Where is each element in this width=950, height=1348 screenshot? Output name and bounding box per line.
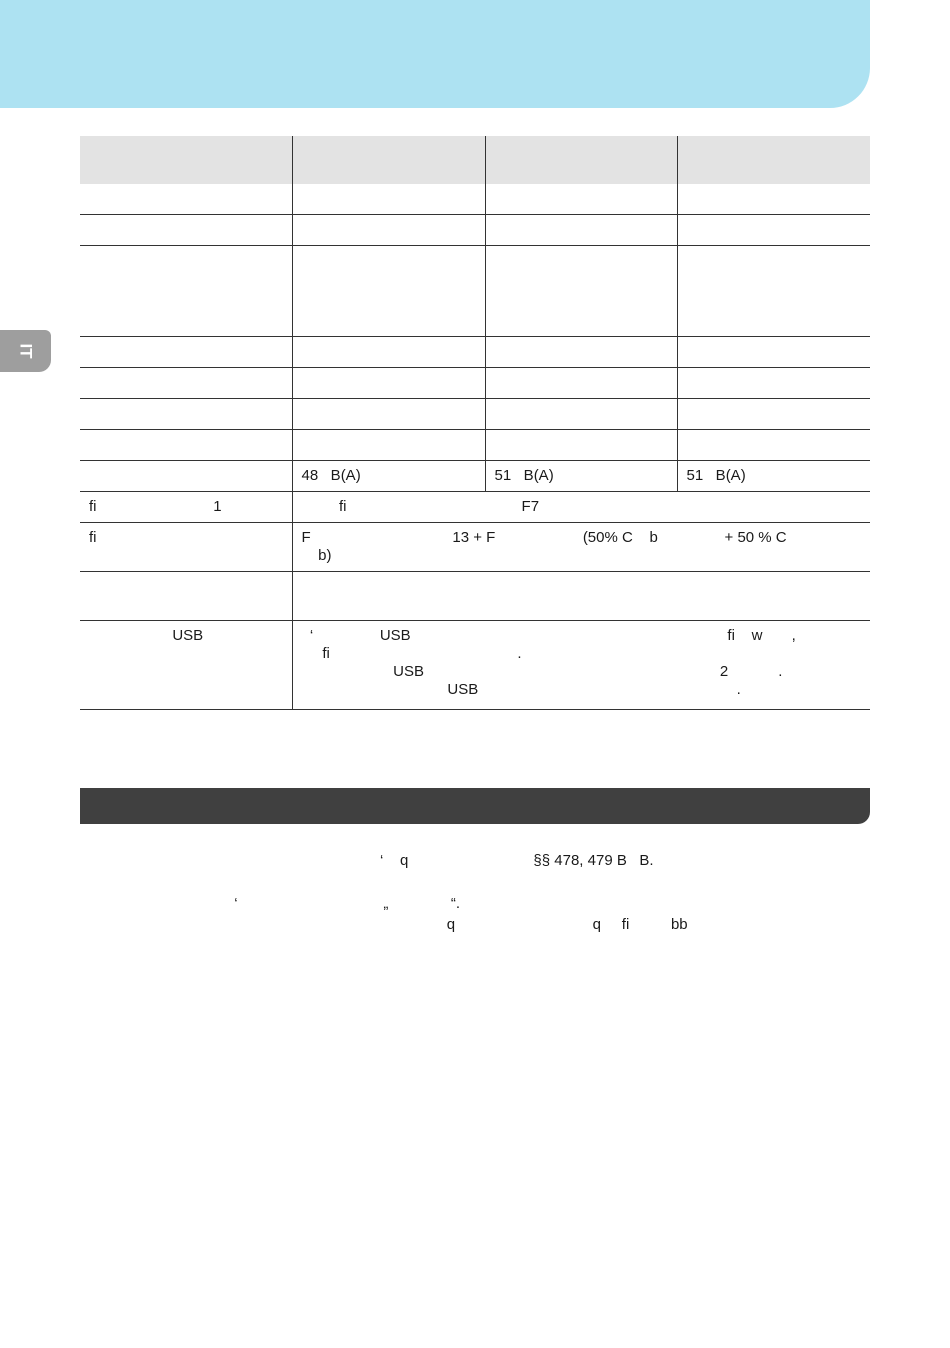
table-cell bbox=[485, 246, 677, 337]
table-cell bbox=[485, 337, 677, 368]
language-tab[interactable] bbox=[0, 330, 51, 372]
table-cell bbox=[677, 184, 870, 215]
table-merged-cell: fi F7 bbox=[292, 492, 870, 523]
table-row bbox=[80, 621, 870, 710]
table-merged-cell bbox=[292, 572, 870, 621]
spec-table bbox=[80, 136, 870, 710]
table-row bbox=[80, 492, 870, 523]
table-row bbox=[80, 337, 870, 368]
table-merged-cell: ‘ USB fi w , fi . USB 2 . USB . bbox=[292, 621, 870, 710]
table-header-cell bbox=[292, 136, 485, 184]
table-cell bbox=[677, 246, 870, 337]
table-row bbox=[80, 430, 870, 461]
table-row bbox=[80, 184, 870, 215]
table-cell bbox=[292, 399, 485, 430]
language-tab-label: IT bbox=[16, 343, 36, 359]
table-cell bbox=[677, 215, 870, 246]
paragraph: ‘ q §§ 478, 479 B B. bbox=[80, 852, 654, 869]
table-header-cell bbox=[80, 136, 292, 184]
table-cell bbox=[677, 337, 870, 368]
table-cell: fi bbox=[80, 523, 292, 572]
table-cell bbox=[80, 461, 292, 492]
table-cell bbox=[677, 430, 870, 461]
header-band bbox=[0, 0, 870, 108]
table-header-row bbox=[80, 136, 870, 184]
table-header-cell bbox=[485, 136, 677, 184]
table-merged-cell: F 13 + F (50% C b + 50 % C b) bbox=[292, 523, 870, 572]
table-cell bbox=[80, 399, 292, 430]
table-cell bbox=[80, 430, 292, 461]
table-cell bbox=[80, 246, 292, 337]
table-cell bbox=[485, 184, 677, 215]
table-cell bbox=[80, 572, 292, 621]
section-heading-bar bbox=[80, 788, 870, 824]
noise-value-cell: 51 B(A) bbox=[677, 461, 870, 492]
noise-value-cell: 51 B(A) bbox=[485, 461, 677, 492]
table-row bbox=[80, 523, 870, 572]
table-cell bbox=[292, 184, 485, 215]
table-row bbox=[80, 368, 870, 399]
table-cell bbox=[485, 215, 677, 246]
table-cell bbox=[80, 184, 292, 215]
table-cell bbox=[292, 430, 485, 461]
table-cell bbox=[485, 368, 677, 399]
table-cell: USB bbox=[80, 621, 292, 710]
noise-value-cell: 48 B(A) bbox=[292, 461, 485, 492]
table-cell bbox=[80, 215, 292, 246]
table-row bbox=[80, 215, 870, 246]
table-row bbox=[80, 246, 870, 337]
table-cell bbox=[80, 368, 292, 399]
table-row bbox=[80, 461, 870, 492]
table-header-cell bbox=[677, 136, 870, 184]
table-cell bbox=[485, 399, 677, 430]
table-cell: fi 1 bbox=[80, 492, 292, 523]
table-row bbox=[80, 399, 870, 430]
table-cell bbox=[677, 399, 870, 430]
table-cell bbox=[485, 430, 677, 461]
table-cell bbox=[292, 215, 485, 246]
paragraph: q q fi bb bbox=[80, 916, 688, 933]
table-cell bbox=[292, 246, 485, 337]
table-row bbox=[80, 572, 870, 621]
table-cell bbox=[292, 337, 485, 368]
paragraph: ‘ „ “. bbox=[80, 895, 461, 912]
table-cell bbox=[292, 368, 485, 399]
table-cell bbox=[677, 368, 870, 399]
table-cell bbox=[80, 337, 292, 368]
